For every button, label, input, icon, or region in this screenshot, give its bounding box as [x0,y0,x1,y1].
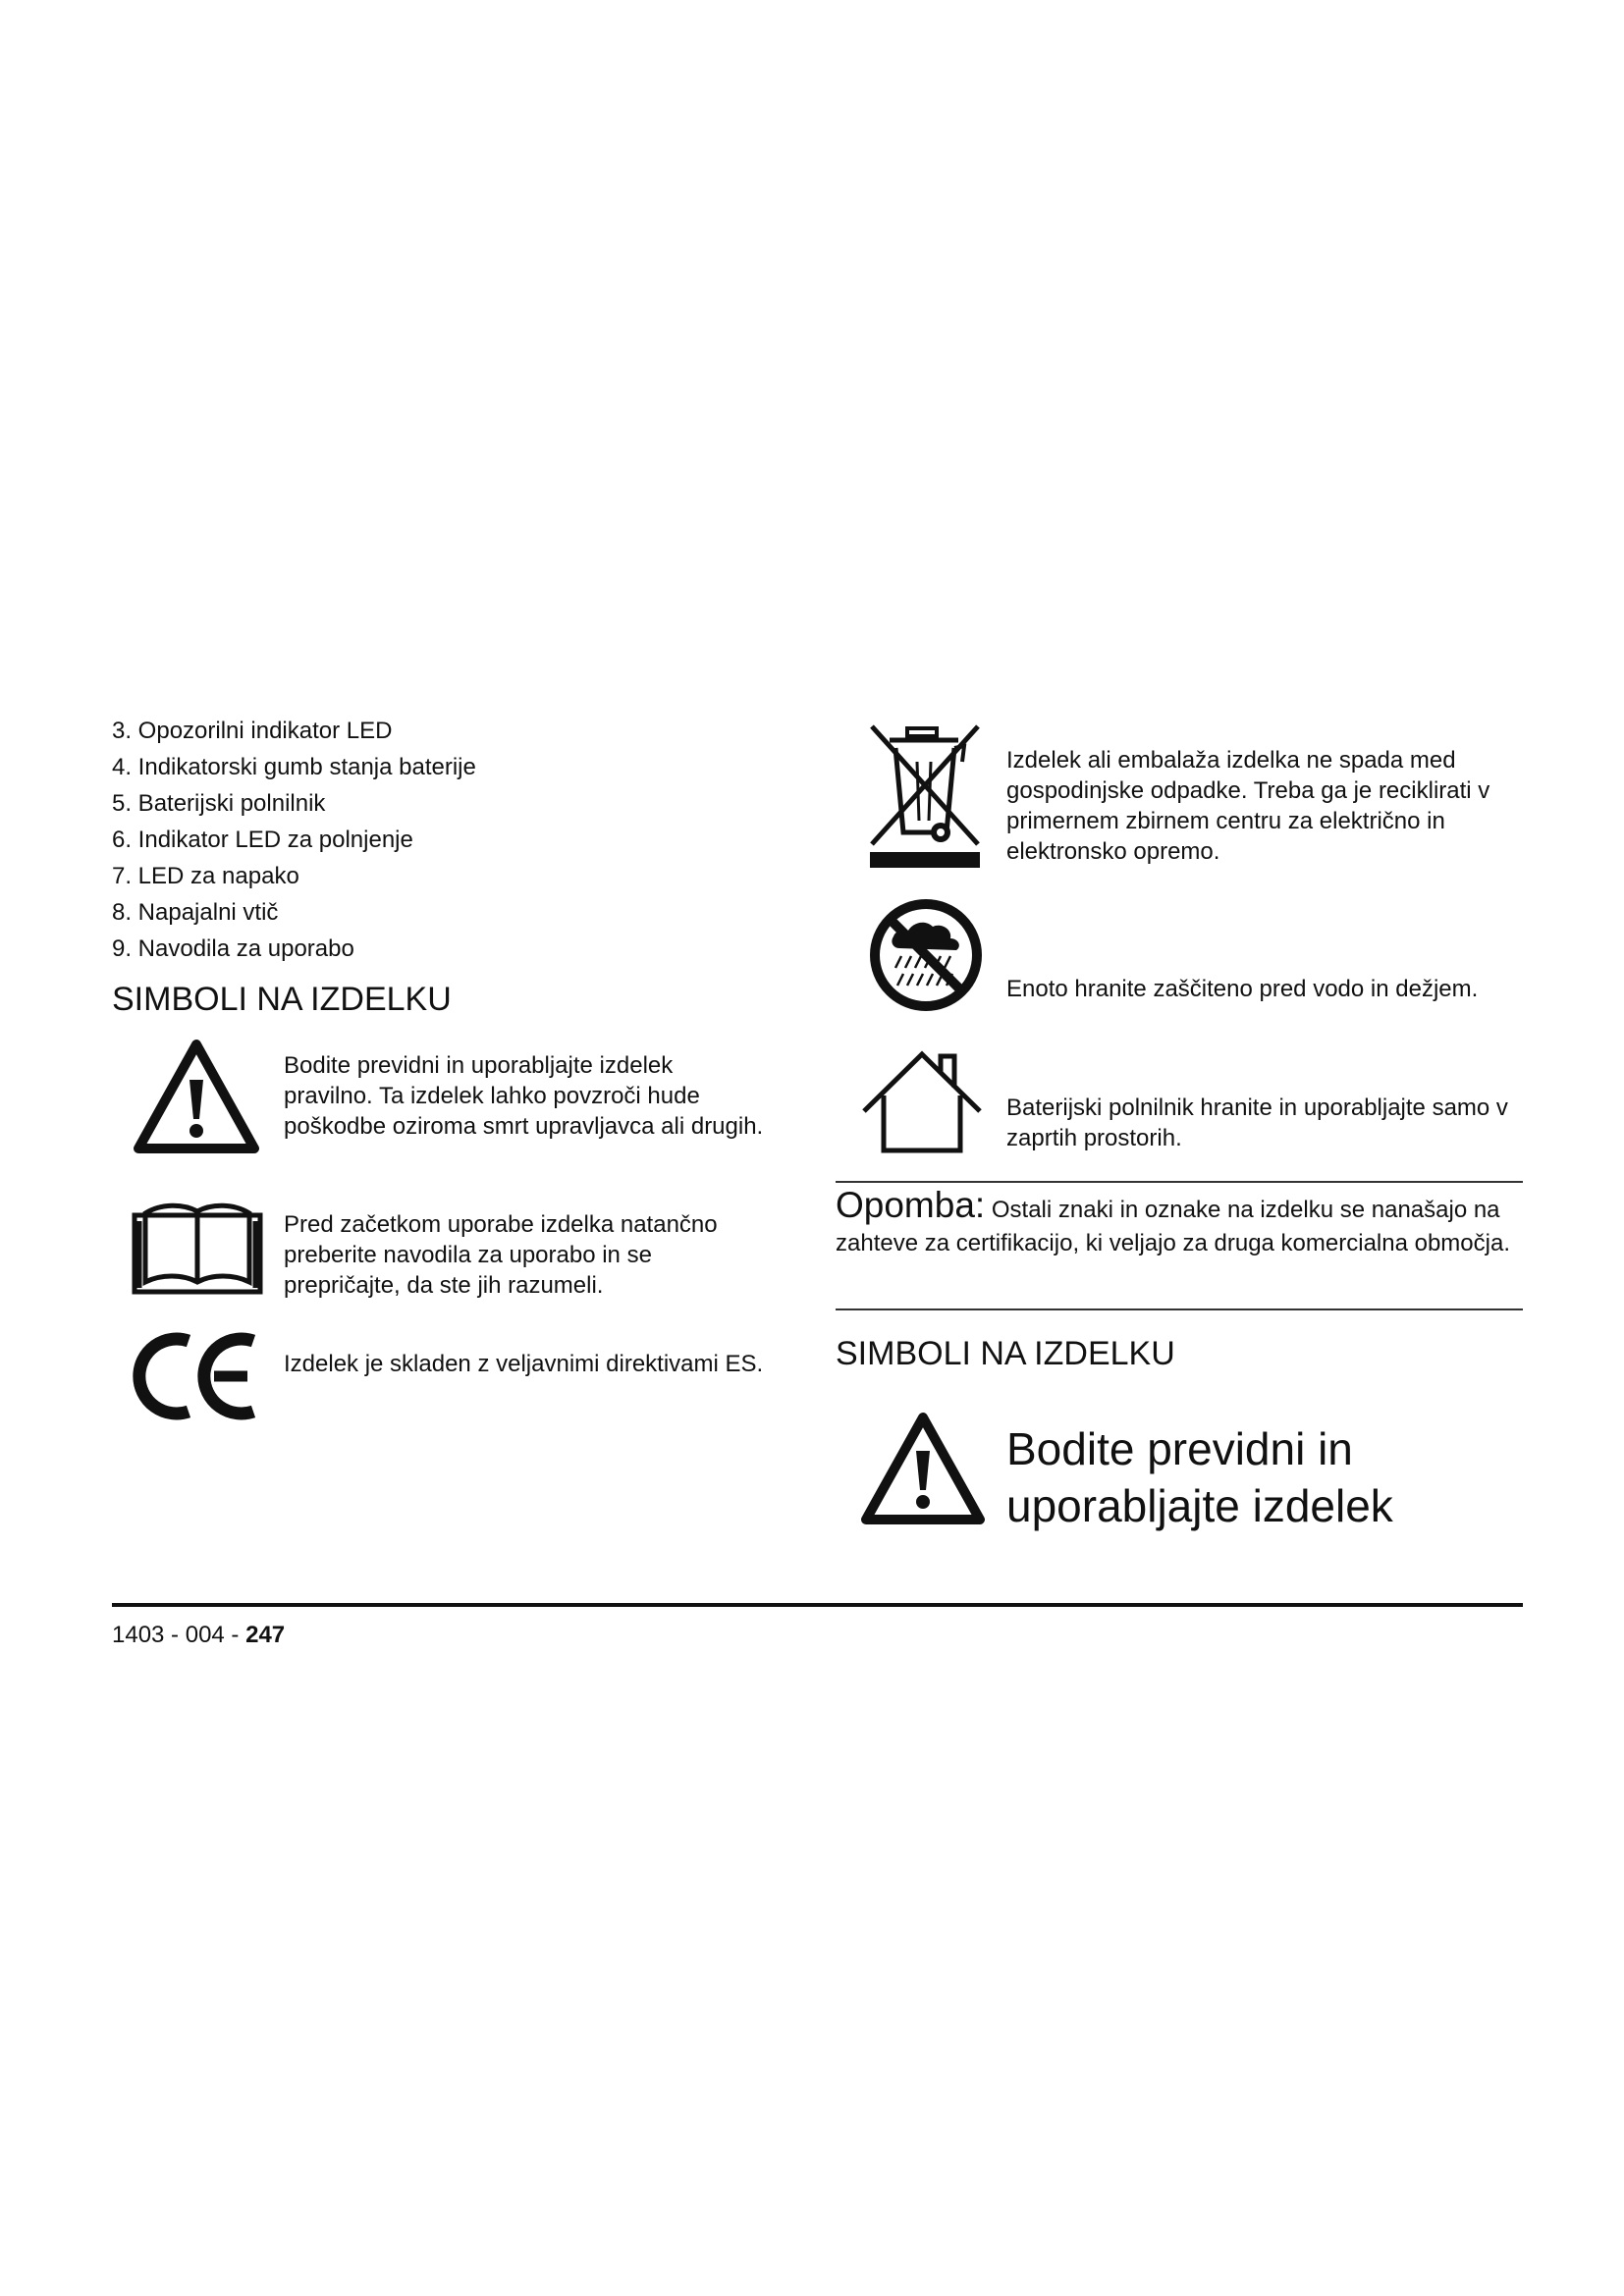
document-code: 1403 - 004 - [112,1622,246,1648]
warning-triangle-large-icon [860,1412,986,1525]
list-item: 8. Napajalni vtič [112,899,279,926]
component-list [112,713,476,967]
warning-triangle-icon [133,1039,260,1154]
note-text: Ostali znaki in oznake na izdelku se nanašajo na zahteve za certifikacijo, ki veljajo za druga komercialna območja. [836,1197,1510,1256]
divider-line [836,1308,1523,1310]
list-item: 6. Indikator LED za polnjenje [112,827,413,853]
list-item: 5. Baterijski polnilnik [112,790,326,817]
note-block [836,1185,1523,1261]
crossed-bin-icon [868,722,982,872]
footer-rule [112,1603,1523,1607]
list-item: 4. Indikatorski gumb stanja baterije [112,754,476,780]
note-label: Opomba: [836,1185,986,1225]
page-footer [112,1622,285,1649]
divider-line [836,1181,1523,1183]
page-number: 247 [245,1622,286,1648]
section-heading-right: SIMBOLI NA IZDELKU [836,1335,1175,1372]
open-book-icon [132,1200,263,1296]
weee-symbol-text: Izdelek ali embalaža izdelka ne spada med gospodinjske odpadke. Treba ga je reciklirati v primernem zbirnem centru za električno in elektronsko opremo. [1006,747,1490,865]
manual-symbol-text: Pred začetkom uporabe izdelka natančno preberite navodila za uporabo in se prepričajte, da ste jih razumeli. [284,1211,718,1299]
warning-large-text: Bodite previdni in uporabljajte izdelek [1006,1423,1393,1531]
section-heading-left: SIMBOLI NA IZDELKU [112,981,452,1018]
list-item: 3. Opozorilni indikator LED [112,718,393,744]
house-icon [860,1050,984,1154]
indoor-symbol-text: Baterijski polnilnik hranite in uporabljajte samo v zaprtih prostorih. [1006,1095,1508,1151]
no-rain-icon [868,897,984,1013]
list-item: 9. Navodila za uporabo [112,935,354,962]
warning-symbol-text: Bodite previdni in uporabljajte izdelek pravilno. Ta izdelek lahko povzroči hude poškodbe oziroma smrt upravljavca ali drugih. [284,1052,764,1140]
rain-symbol-text: Enoto hranite zaščiteno pred vodo in dežjem. [1006,976,1479,1002]
ce-mark-icon [132,1331,263,1421]
ce-symbol-text: Izdelek je skladen z veljavnimi direktivami ES. [284,1351,764,1377]
list-item: 7. LED za napako [112,863,299,889]
